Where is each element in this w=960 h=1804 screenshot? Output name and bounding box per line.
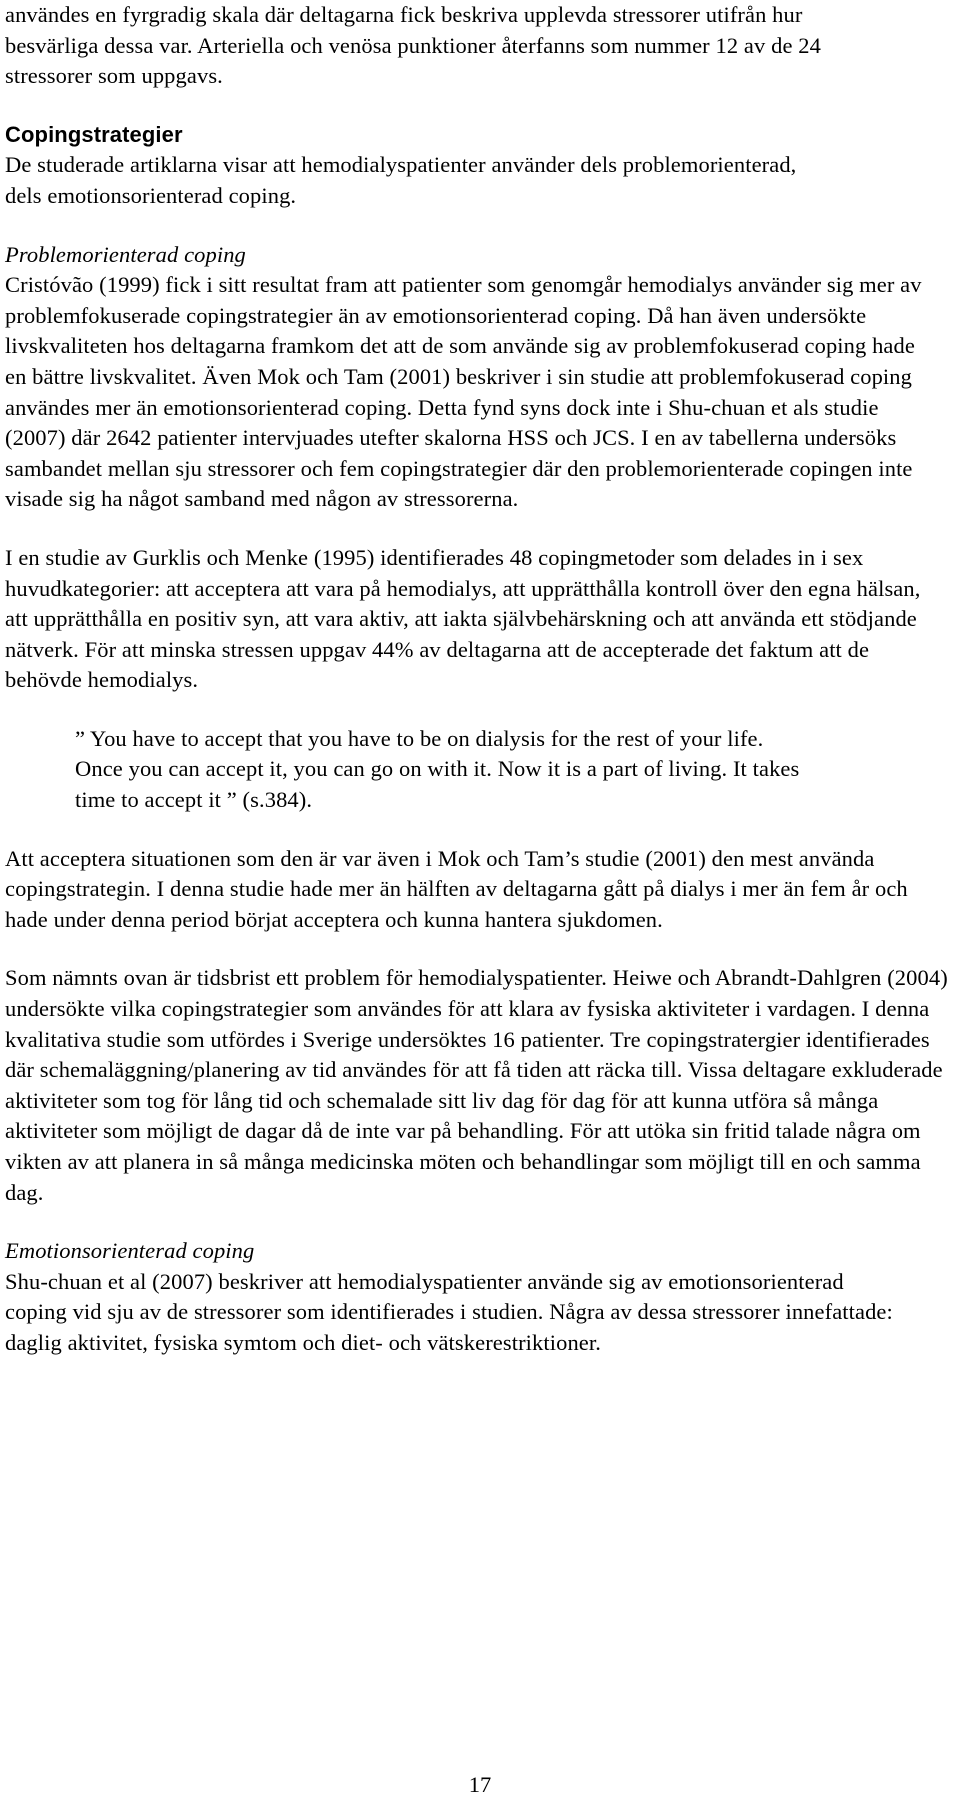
problem-coping-paragraph: Cristóvão (1999) fick i sitt resultat fram att patienter som genomgår hemodialys använder sig mer av problemfokuserade copingstrategier än av emotionsorienterad coping. Då han även undersökte livskvaliteten hos deltagarna framkom det att de som använde sig av problemfokuserad coping hade en bättre livskvalitet. Även Mok och Tam (2001) beskriver i sin studie att problemfokuserad coping användes mer än emotionsorienterad coping. Detta fynd syns dock inte i Shu-chuan et als studie (2007) där 2642 patienter intervjuades utefter skalorna HSS och JCS. I en av tabellerna undersöks sambandet mellan sju stressorer och fem copingstrategier där den problemorienterade copingen inte visade sig ha något samband med någon av stressorerna. bbox=[5, 272, 922, 512]
paragraph-spacer bbox=[5, 92, 960, 120]
paragraph-spacer bbox=[5, 696, 960, 724]
paragraph-spacer bbox=[5, 816, 960, 844]
section-heading: Copingstrategier bbox=[5, 121, 183, 147]
mok-tam-paragraph: Att acceptera situationen som den är var även i Mok och Tam’s studie (2001) den mest använda copingstrategin. I denna studie hade mer än hälften av deltagarna gått på dialys i mer än fem år och hade under denna period börjat acceptera och kunna hantera sjukdomen. bbox=[5, 845, 908, 932]
paragraph-spacer bbox=[5, 515, 960, 543]
paragraph-spacer bbox=[5, 1208, 960, 1236]
subheading-problem-coping: Problemorienterad coping bbox=[5, 241, 246, 267]
intro-paragraph: användes en fyrgradig skala där deltagarna fick beskriva upplevda stressorer utifrån hur besvärliga dessa var. Arteriella och venösa punktioner återfanns som nummer 12 av de 24 stressorer som uppgavs. bbox=[5, 2, 821, 89]
paragraph-spacer bbox=[5, 212, 960, 240]
page-number: 17 bbox=[468, 1772, 492, 1797]
section-intro-paragraph: De studerade artiklarna visar att hemodialyspatienter använder dels problemorienterad, dels emotionsorienterad coping. bbox=[5, 152, 797, 208]
heiwe-paragraph: Som nämnts ovan är tidsbrist ett problem för hemodialyspatienter. Heiwe och Abrandt-Dahlgren (2004) undersökte vilka copingstrategier som användes för att klara av fysiska aktiviteter i vardagen. I denna kvalitativa studie som utfördes i Sverige undersöktes 16 patienter. Tre copingstratergier identifierades där schemaläggning/planering av tid användes för att få tiden att räcka till. Vissa deltagare exkluderade aktiviteter som tog för lång tid och schemalade sitt liv dag för dag för att kunna utföra så många aktiviteter som möjligt de dagar då de inte var på behandling. För att utöka sin fritid talade några om vikten av att planera in så många medicinska möten och behandlingar som möjligt till en och samma dag. bbox=[5, 965, 948, 1205]
patient-quote: ” You have to accept that you have to be on dialysis for the rest of your life. Once you can accept it, you can go on with it. Now it is a part of living. It takes time to accept it ” (s.384). bbox=[75, 725, 800, 813]
document-page bbox=[5, 0, 960, 1359]
gurklis-paragraph: I en studie av Gurklis och Menke (1995) identifierades 48 copingmetoder som delades in i sex huvudkategorier: att acceptera att vara på hemodialys, att upprätthålla kontroll över den egna hälsan, att upprätthålla en positiv syn, att vara aktiv, att iakta självbehärskning och att använda ett stödjande nätverk. För att minska stressen uppgav 44% av deltagarna att de accepterade det faktum att de behövde hemodialys. bbox=[5, 544, 921, 693]
subheading-emotion-coping: Emotionsorienterad coping bbox=[5, 1238, 255, 1264]
paragraph-spacer bbox=[5, 935, 960, 963]
emotion-coping-paragraph: Shu-chuan et al (2007) beskriver att hemodialyspatienter använde sig av emotionsorienterad coping vid sju av de stressorer som identifierades i studien. Några av dessa stressorer innefattade: daglig aktivitet, fysiska symtom och diet- och vätskerestriktioner. bbox=[5, 1268, 893, 1355]
